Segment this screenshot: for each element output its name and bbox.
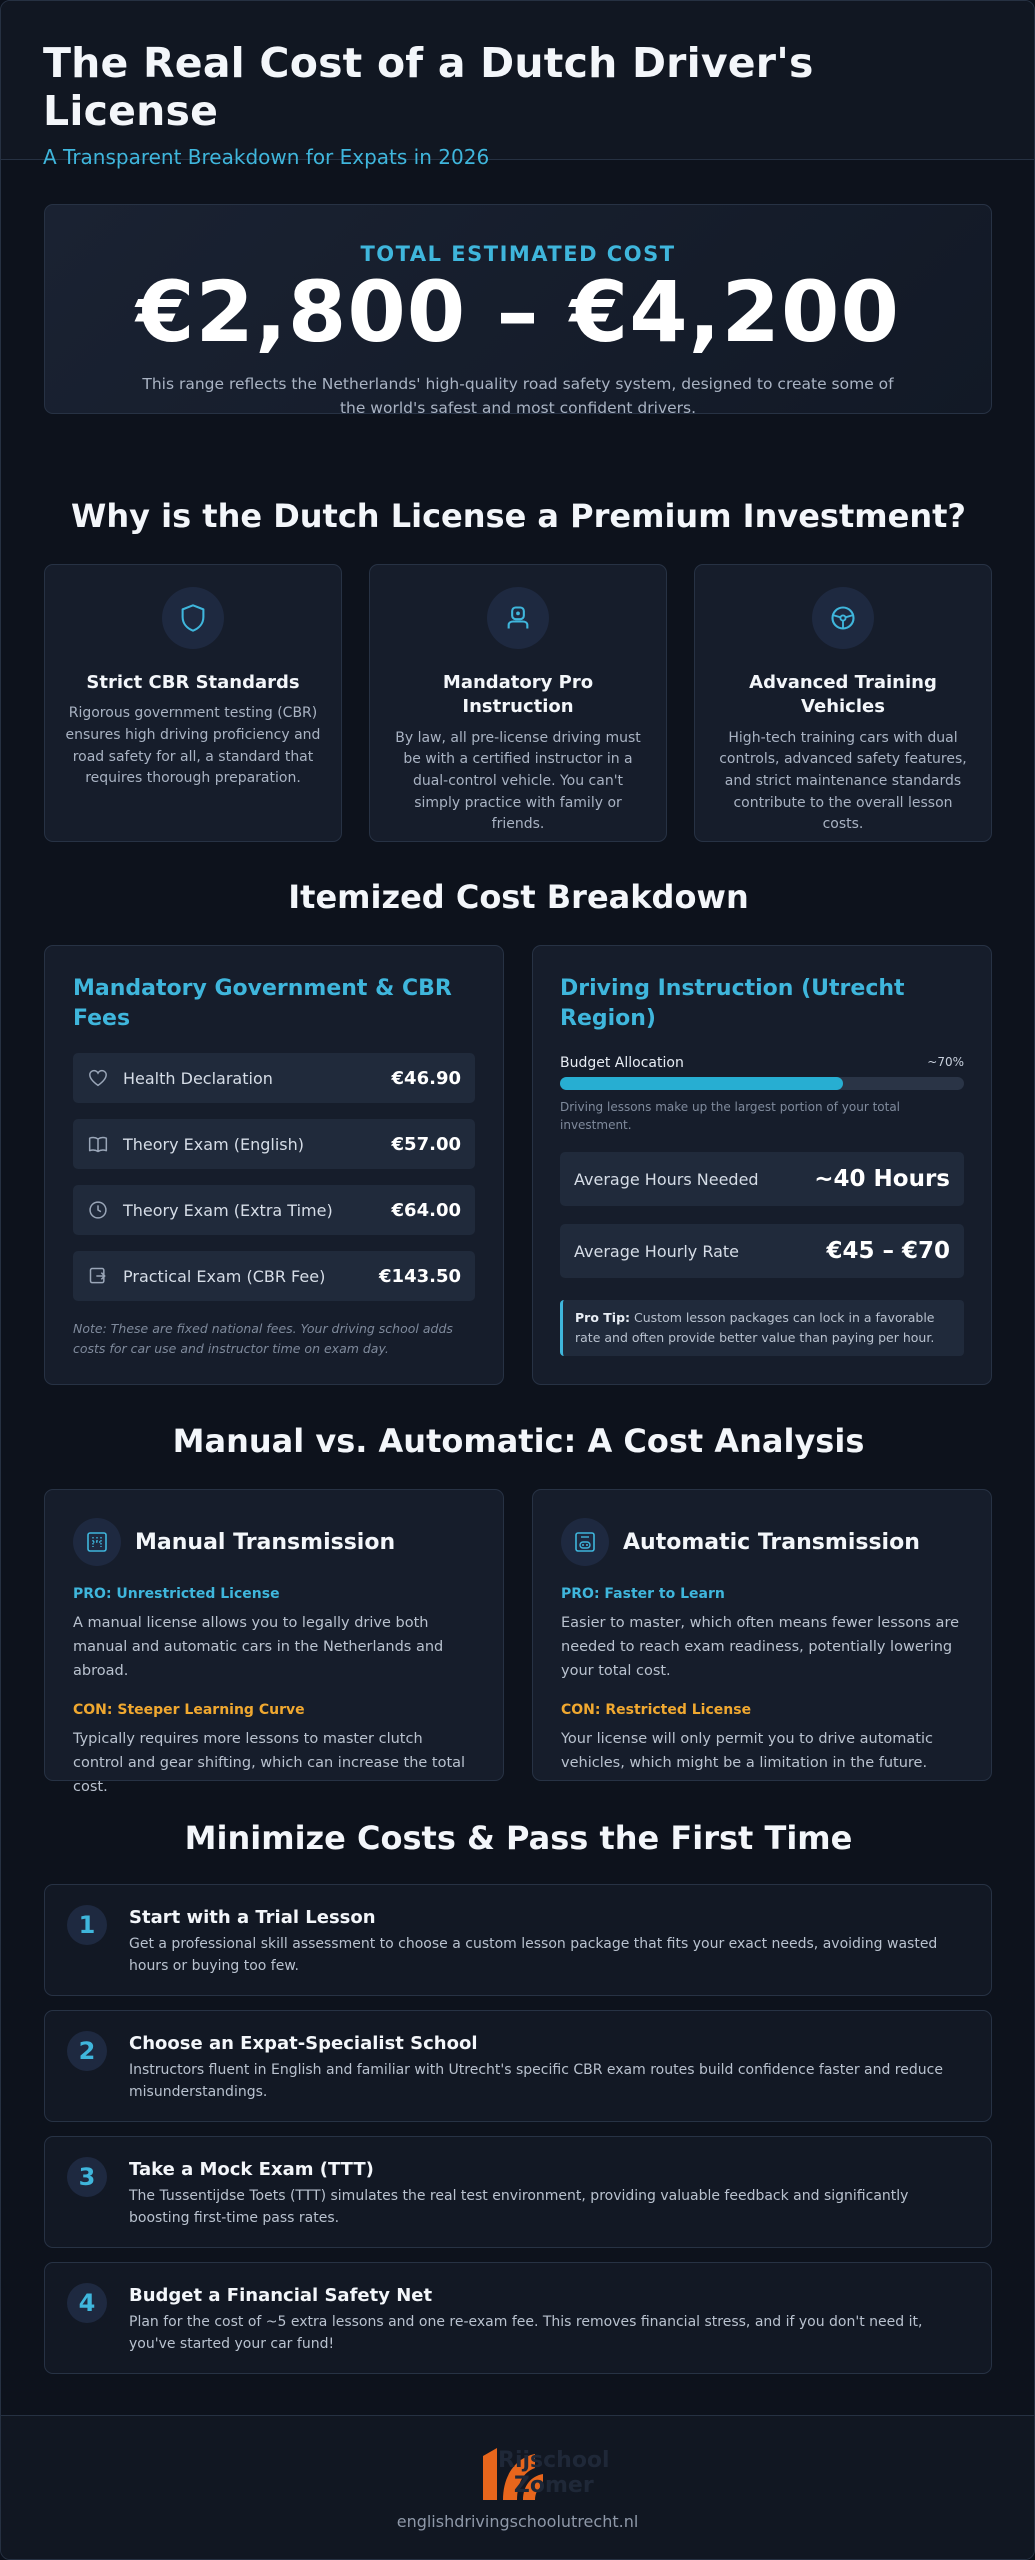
fee-name: Practical Exam (CBR Fee) bbox=[123, 1266, 326, 1286]
fee-price: €143.50 bbox=[379, 1265, 461, 1287]
fees-note: Note: These are fixed national fees. Your driving school adds costs for car use and instructor time on exam day. bbox=[73, 1321, 453, 1356]
transmission-title: Automatic Transmission bbox=[623, 1529, 920, 1555]
logo-wordmark bbox=[498, 2448, 610, 2499]
book-icon bbox=[87, 1135, 109, 1153]
page-subtitle: A Transparent Breakdown for Expats in 2026 bbox=[43, 145, 490, 169]
tip-step-1 bbox=[44, 1884, 992, 1996]
step-title: Choose an Expat-Specialist School bbox=[129, 2033, 478, 2054]
manual-transmission-card bbox=[44, 1489, 504, 1795]
automatic-transmission-card bbox=[532, 1489, 992, 1781]
stat-label: Average Hourly Rate bbox=[574, 1241, 740, 1261]
average-hours-stat bbox=[560, 1152, 964, 1206]
why-card-title: Advanced Training Vehicles bbox=[749, 672, 937, 718]
stat-label: Average Hours Needed bbox=[574, 1169, 759, 1189]
shield-icon bbox=[162, 587, 224, 649]
pro-tip bbox=[560, 1300, 964, 1356]
why-card-text: By law, all pre-license driving must be with a certified instructor in a dual-control vehicle. You can't simply practice with family or friends. bbox=[395, 729, 641, 833]
heart-icon bbox=[87, 1069, 109, 1087]
total-cost-range: €2,800 – €4,200 bbox=[136, 263, 900, 361]
logo-line-1: Rijschool bbox=[498, 2448, 610, 2473]
fee-price: €64.00 bbox=[391, 1199, 461, 1221]
budget-allocation-label: Budget Allocation bbox=[560, 1055, 684, 1072]
government-fees-card bbox=[44, 945, 504, 1385]
total-cost-label: TOTAL ESTIMATED COST bbox=[360, 242, 676, 266]
steering-wheel-icon bbox=[812, 587, 874, 649]
total-cost-card bbox=[44, 204, 992, 418]
pro-tip-text: Custom lesson packages can lock in a favorable rate and often provide better value than paying per hour. bbox=[575, 1310, 935, 1346]
page-footer bbox=[1, 2415, 1034, 2560]
car-exam-icon bbox=[87, 1266, 109, 1286]
driving-instruction-card bbox=[532, 945, 992, 1385]
why-section-title: Why is the Dutch License a Premium Investment? bbox=[71, 497, 966, 535]
stat-value: €45 – €70 bbox=[826, 1238, 950, 1265]
fees-card-title: Mandatory Government & CBR Fees bbox=[73, 976, 452, 1031]
why-card-title: Strict CBR Standards bbox=[86, 672, 300, 693]
fee-row-practical bbox=[73, 1251, 475, 1301]
instructor-icon bbox=[487, 587, 549, 649]
con-label: CON: Restricted License bbox=[561, 1701, 752, 1718]
gear-shift-icon bbox=[73, 1518, 121, 1566]
why-card-instruction bbox=[369, 564, 667, 842]
step-number: 4 bbox=[67, 2283, 107, 2323]
page-title: The Real Cost of a Dutch Driver's License bbox=[43, 39, 814, 135]
con-label: CON: Steeper Learning Curve bbox=[73, 1701, 305, 1718]
fee-name: Health Declaration bbox=[123, 1068, 273, 1088]
fee-name: Theory Exam (English) bbox=[123, 1134, 304, 1154]
tips-section-title: Minimize Costs & Pass the First Time bbox=[184, 1819, 853, 1857]
fee-name: Theory Exam (Extra Time) bbox=[123, 1200, 333, 1220]
total-cost-description: This range reflects the Netherlands' high-quality road safety system, designed to create some of the world's safest and most confident drivers. bbox=[142, 375, 894, 418]
tip-step-3 bbox=[44, 2136, 992, 2248]
fee-price: €46.90 bbox=[391, 1067, 461, 1089]
page-header bbox=[1, 1, 1034, 169]
transmission-section-title: Manual vs. Automatic: A Cost Analysis bbox=[172, 1422, 865, 1460]
step-title: Take a Mock Exam (TTT) bbox=[129, 2159, 374, 2180]
why-card-title: Mandatory Pro Instruction bbox=[442, 672, 594, 718]
tip-step-4 bbox=[44, 2262, 992, 2374]
step-number: 2 bbox=[67, 2031, 107, 2071]
step-text: Instructors fluent in English and familiar with Utrecht's specific CBR exam routes build confidence faster and reduce misunderstandings. bbox=[129, 2062, 943, 2100]
tip-step-2 bbox=[44, 2010, 992, 2122]
why-card-text: Rigorous government testing (CBR) ensures high driving proficiency and road safety for all, a standard that requires thorough preparation. bbox=[65, 705, 321, 787]
step-number: 1 bbox=[67, 1905, 107, 1945]
step-text: Plan for the cost of ~5 extra lessons and one re-exam fee. This removes financial stress, and if you don't need it, you've started your car fund! bbox=[129, 2314, 923, 2352]
step-title: Budget a Financial Safety Net bbox=[129, 2285, 433, 2306]
stat-value: ~40 Hours bbox=[814, 1166, 950, 1193]
step-title: Start with a Trial Lesson bbox=[129, 1907, 376, 1928]
fee-row-health bbox=[73, 1053, 475, 1103]
fee-row-theory-english bbox=[73, 1119, 475, 1169]
budget-allocation-percent: ~70% bbox=[927, 1055, 964, 1070]
budget-progress-bar bbox=[560, 1077, 964, 1090]
pro-text: A manual license allows you to legally drive both manual and automatic cars in the Netherlands and abroad. bbox=[73, 1615, 444, 1679]
why-card-cbr bbox=[44, 564, 342, 842]
pro-label: PRO: Faster to Learn bbox=[561, 1586, 725, 1602]
breakdown-section-title: Itemized Cost Breakdown bbox=[288, 878, 749, 916]
pro-text: Easier to master, which often means fewer lessons are needed to reach exam readiness, potentially lowering your total cost. bbox=[561, 1615, 960, 1679]
con-text: Typically requires more lessons to master clutch control and gear shifting, which can increase the total cost. bbox=[73, 1730, 466, 1795]
step-number: 3 bbox=[67, 2157, 107, 2197]
footer-website-link[interactable]: englishdrivingschoolutrecht.nl bbox=[396, 2512, 639, 2531]
step-text: The Tussentijdse Toets (TTT) simulates the real test environment, providing valuable feedback and significantly boosting first-time pass rates. bbox=[129, 2188, 909, 2226]
logo-line-2: Zomer bbox=[513, 2473, 594, 2499]
hourly-rate-stat bbox=[560, 1224, 964, 1278]
transmission-title: Manual Transmission bbox=[135, 1529, 396, 1555]
pro-label: PRO: Unrestricted License bbox=[73, 1586, 280, 1602]
step-text: Get a professional skill assessment to choose a custom lesson package that fits your exact needs, avoiding wasted hours or buying too few. bbox=[129, 1936, 938, 1974]
con-text: Your license will only permit you to drive automatic vehicles, which might be a limitation in the future. bbox=[561, 1730, 933, 1771]
budget-note: Driving lessons make up the largest portion of your total investment. bbox=[560, 1100, 901, 1133]
instruction-card-title: Driving Instruction (Utrecht Region) bbox=[560, 976, 905, 1031]
fee-price: €57.00 bbox=[391, 1133, 461, 1155]
automatic-gear-icon bbox=[561, 1518, 609, 1566]
pro-tip-label: Pro Tip: bbox=[575, 1310, 631, 1326]
clock-icon bbox=[87, 1200, 109, 1220]
brand-logo[interactable] bbox=[416, 2446, 626, 2502]
fee-row-theory-extra bbox=[73, 1185, 475, 1235]
why-card-text: High-tech training cars with dual controls, advanced safety features, and strict maintenance standards contribute to the overall lesson costs. bbox=[719, 729, 967, 833]
budget-progress-fill bbox=[560, 1077, 843, 1090]
why-card-vehicles bbox=[694, 564, 992, 842]
